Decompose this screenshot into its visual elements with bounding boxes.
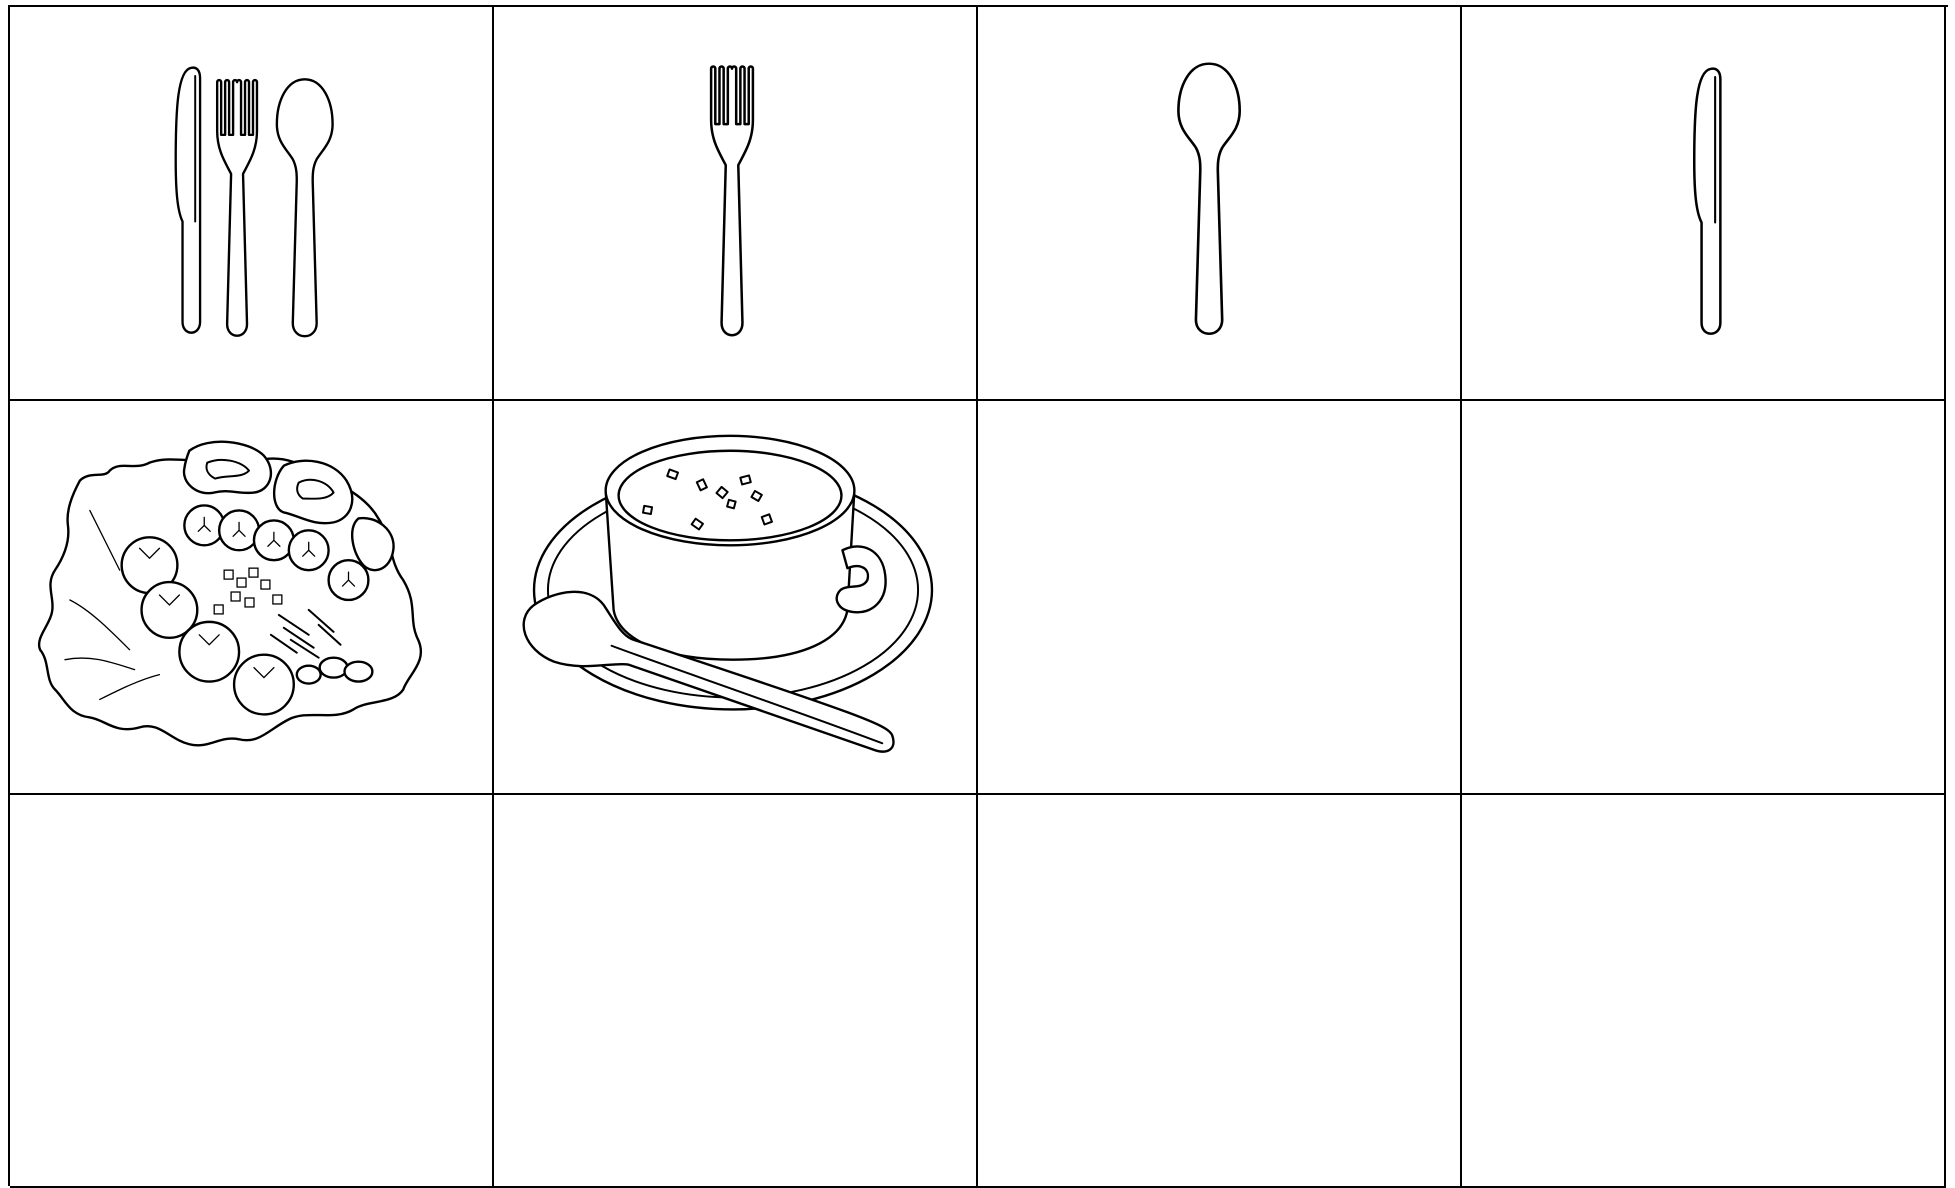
cell-knife — [1462, 7, 1946, 401]
worksheet-grid — [8, 5, 1948, 1186]
cell-blank-5 — [978, 795, 1462, 1188]
cell-blank-3 — [10, 795, 494, 1188]
cell-spoon — [978, 7, 1462, 401]
salad-icon — [10, 401, 492, 793]
knife-icon — [1462, 7, 1944, 399]
cell-blank-6 — [1462, 795, 1946, 1188]
cell-blank-4 — [494, 795, 978, 1188]
cell-blank-1 — [978, 401, 1462, 795]
cell-salad — [10, 401, 494, 795]
cell-cutlery-set — [10, 7, 494, 401]
cell-blank-2 — [1462, 401, 1946, 795]
cutlery-set-icon — [10, 7, 492, 399]
soup-bowl-icon — [494, 401, 976, 793]
fork-icon — [494, 7, 976, 399]
spoon-icon — [978, 7, 1460, 399]
cell-fork — [494, 7, 978, 401]
cell-soup — [494, 401, 978, 795]
